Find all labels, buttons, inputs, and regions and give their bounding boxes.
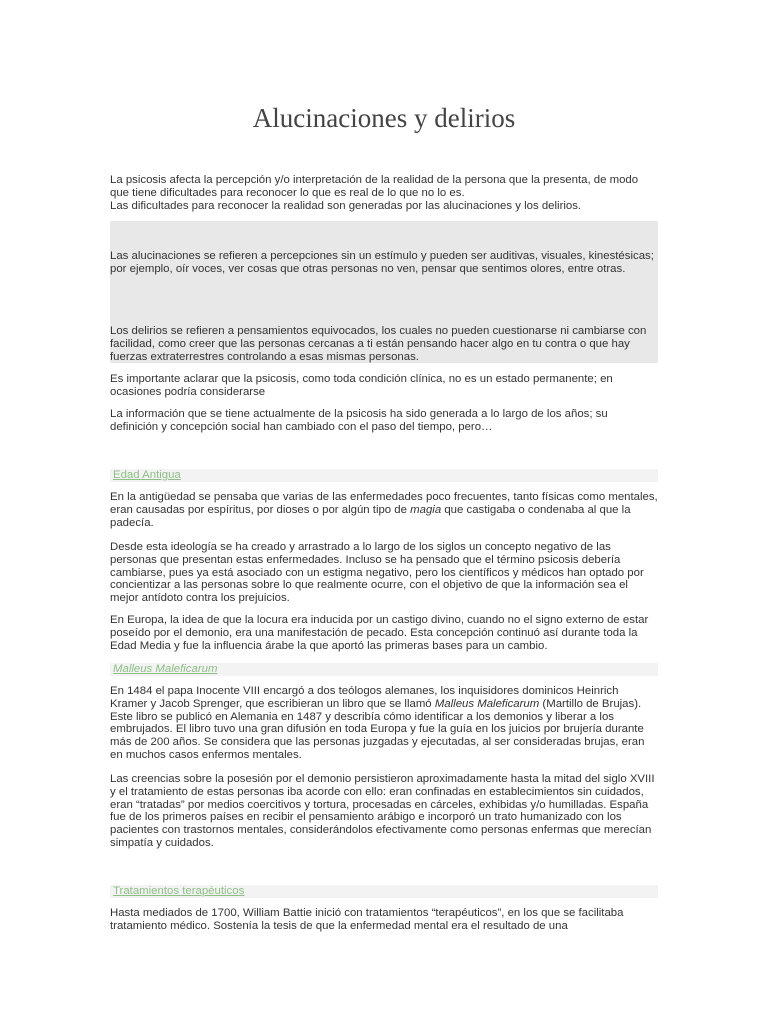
important-paragraph: Es importante aclarar que la psicosis, como toda condición clínica, no es un estado permanente; en ocasiones podría considerarse — [110, 373, 613, 398]
antigua-paragraph-2: Desde esta ideología se ha creado y arrastrado a lo largo de los siglos un concepto negativo de las personas que presentan estas enfermedades. Incluso se ha pensado que el término psicosis debería cambiarse, pues ya está asociado con un estigma negativo, pero los científicos y médicos han optado por concientizar a las personas sobre lo que realmente ocurre, con el objetivo de que la información sea el mejor antídoto contra los prejuicios. — [110, 541, 644, 605]
intro-block — [110, 174, 658, 212]
text-run: En 1484 el papa Inocente VIII encargó a dos teólogos alemanes, los inquisidores dominicos Heinrich Kramer y Jacob Sprenger, que escribieran un libro que se llamó — [110, 685, 619, 710]
malleus-paragraph-1 — [110, 685, 658, 762]
page-title: Alucinaciones y delirios — [252, 103, 516, 133]
section-link[interactable]: Tratamientos terapéuticos — [113, 885, 245, 897]
section-heading-edad-antigua[interactable] — [110, 469, 658, 482]
text-run: En la antigüedad se pensaba que varias de las enfermedades poco frecuentes, tanto físicas como mentales, eran causadas por espíritus, por dioses o por algún tipo de — [110, 491, 658, 516]
emphasis-text: magia — [410, 503, 442, 516]
malleus-paragraph-2: Las creencias sobre la posesión por el demonio persistieron aproximadamente hasta la mitad del siglo XVIII y el tratamiento de estas personas iba acorde con ello: eran confinadas en establecimientos sin cuidados, eran “tratadas” por medios coercitivos y tortura, procesadas en cárceles, exhibidas y/o humilladas. España fue de los primeros países en recibir el pensamiento arábigo e incorporó un trato humanizado con los pacientes con trastornos mentales, considerándolos efectivamente como personas enfermas que merecían simpatía y cuidados. — [110, 773, 655, 849]
section-link[interactable]: Malleus Maleficarum — [113, 663, 218, 675]
emphasis-text: Malleus Maleficarum — [434, 697, 540, 710]
hallucinations-paragraph: Las alucinaciones se refieren a percepciones sin un estímulo y pueden ser auditivas, visuales, kinestésicas; por ejemplo, oír voces, ver cosas que otras personas no ven, pensar que sentimos olores, entre otras. — [110, 250, 654, 275]
tratamientos-paragraph-1: Hasta mediados de 1700, William Battie inició con tratamientos “terapéuticos”, en los que se facilitaba tratamiento médico. Sostenía la tesis de que la enfermedad mental era el resultado de una — [110, 907, 624, 932]
antigua-paragraph-3: En Europa, la idea de que la locura era inducida por un castigo divino, cuando no el signo externo de estar poseído por el demonio, era una manifestación de pecado. Esta concepción continuó así durante toda la Edad Media y fue la influencia árabe la que aportó las primeras bases para un cambio. — [110, 614, 649, 652]
antigua-paragraph-1 — [110, 491, 658, 529]
section-link[interactable]: Edad Antigua — [113, 469, 181, 481]
text-run: (Martillo de Brujas). Este libro se publicó en Alemania en 1487 y describía cómo identificar a los demonios y liberar a los embrujados. El libro tuvo una gran difusión en toda Europa y fue la guía en los juicios por brujería durante más de 200 años. Se considera que las personas juzgadas y ejecutadas, al ser consideradas brujas, eran en muchos casos enfermos mentales. — [110, 697, 645, 761]
section-heading-tratamientos[interactable] — [110, 885, 658, 898]
delusions-paragraph: Los delirios se refieren a pensamientos equivocados, los cuales no pueden cuestionarse ni cambiarse con facilidad, como creer que las personas cercanas a ti están pensando hacer algo en tu contra o que hay fuerzas extraterrestres controlando a esas mismas personas. — [110, 325, 647, 363]
text-run: que castigaba o condenaba al que la padecía. — [110, 503, 631, 529]
intro-paragraph: La psicosis afecta la percepción y/o interpretación de la realidad de la persona que la presenta, de modo que tiene dificultades para reconocer lo que es real de lo que no lo es. — [110, 174, 639, 199]
info-paragraph: La información que se tiene actualmente de la psicosis ha sido generada a lo largo de los años; su definición y concepción social han cambiado con el paso del tiempo, pero… — [110, 408, 608, 433]
section-heading-malleus[interactable] — [110, 663, 658, 676]
highlight-box — [110, 221, 658, 363]
intro-paragraph: Las dificultades para reconocer la realidad son generadas por las alucinaciones y los delirios. — [110, 199, 582, 212]
